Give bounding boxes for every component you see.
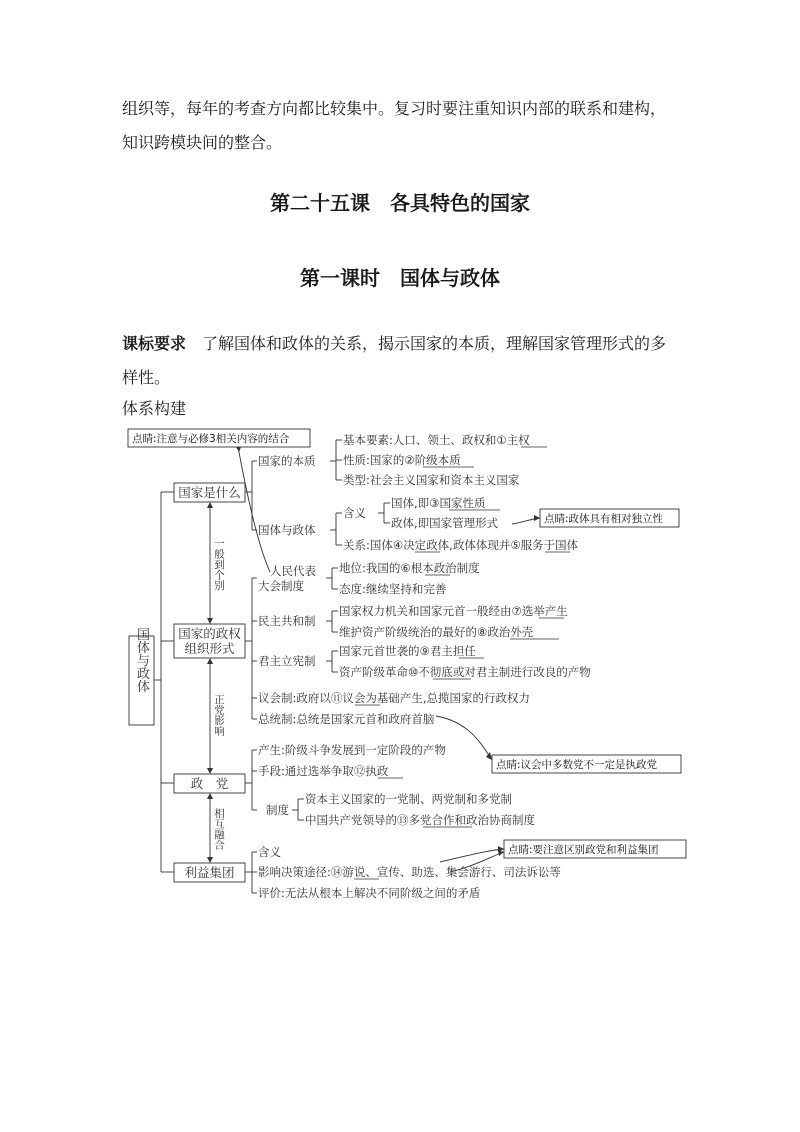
item-guoti-zhengti: 国体与政体	[258, 523, 316, 537]
guanxi-mid: 政体,政体体现并⑤	[426, 538, 521, 552]
xingzhi-ans: 阶级本质	[414, 453, 461, 467]
yaosu-pre: 基本要素:人口、领土、政权和①	[343, 433, 507, 447]
item-zd1: 资本主义国家的一党制、两党制和多党制	[305, 792, 512, 806]
item-minzhu: 民主共和制	[258, 614, 316, 628]
main-zhengquan-1: 国家的政权	[178, 626, 241, 641]
zd2-pre: 中国共产党领导的⑬	[305, 813, 409, 827]
item-hanyi: 含义	[343, 506, 366, 520]
shouduan-pre: 手段:通过选举争取⑫	[258, 764, 366, 778]
guanxi-post: 于国体	[543, 538, 579, 552]
item-benzhi: 国家的本质	[258, 454, 316, 468]
mz1-ans: 选举	[521, 604, 545, 618]
diwei-post: 政治制度	[433, 561, 480, 575]
yihui-ans: 议会	[342, 691, 366, 705]
mz1-post: 产生	[544, 604, 568, 618]
item-renda-1: 人民代表	[270, 564, 316, 578]
item-zongtong: 总统制:总统是国家元首和政府首脑	[258, 712, 435, 726]
curriculum-text: 了解国体和政体的关系，揭示国家的本质，理解国家管理形式的多	[186, 334, 667, 353]
item-jz1	[339, 644, 476, 658]
item-diwei	[339, 561, 480, 575]
jz2-post: 或对君主制进行改良的产物	[452, 665, 591, 679]
jz1-pre: 国家元首世袭的⑨	[339, 644, 430, 658]
guoti-pre: 国体,即③	[391, 496, 440, 510]
item-zhengti: 政体,即国家管理形式	[391, 516, 499, 530]
diwei-ans: 根本	[410, 561, 434, 575]
intro-line-2: 知识跨模块间的整合。	[122, 133, 283, 152]
jz1-post: 担任	[452, 644, 476, 658]
item-xingzhi	[343, 453, 461, 467]
note-2: 点睛:政体具有相对独立性	[544, 513, 664, 525]
item-shouduan	[258, 764, 389, 778]
yaosu-ans: 主权	[506, 433, 530, 447]
curriculum-line-2: 样性。	[122, 368, 171, 387]
yingxiang-pre: 影响决策途径:⑭	[258, 865, 343, 879]
item-jz2	[339, 665, 591, 679]
link-label-3: 相互融合	[213, 808, 225, 850]
main-zhengquan-2: 组织形式	[184, 641, 235, 656]
guanxi-pre: 关系:国体④	[343, 538, 404, 552]
link-label-1: 一般到个别	[213, 538, 225, 591]
item-zhidu: 制度	[266, 803, 289, 817]
mz2-ans: 政治外壳	[487, 625, 534, 639]
mz2-pre: 维护资产阶级统治的最好的⑧	[339, 625, 488, 639]
system-title: 体系构建	[122, 399, 187, 418]
diwei-pre: 地位:我国的⑥	[339, 561, 411, 575]
note-3: 点睛:议会中多数党不一定是执政党	[496, 759, 658, 771]
item-chansheng: 产生:阶级斗争发展到一定阶段的产物	[258, 743, 446, 757]
item-junzhu: 君主立宪制	[258, 654, 316, 668]
item-mz2	[339, 625, 534, 639]
item-renda-2: 大会制度	[258, 579, 304, 593]
item-leixing: 类型:社会主义国家和资本主义国家	[343, 473, 520, 487]
item-taidu: 态度:继续坚持和完善	[339, 582, 447, 596]
note-4: 点睛:要注意区别政党和利益集团	[508, 844, 659, 856]
zd2-post: 和政治协商制度	[454, 813, 535, 827]
curriculum-label: 课标要求	[122, 334, 187, 353]
lesson-title: 第二十五课 各具特色的国家	[270, 191, 530, 215]
item-pingjia: 评价:无法从根本上解决不同阶级之间的矛盾	[258, 886, 481, 900]
item-yaosu	[343, 433, 530, 447]
xingzhi-pre: 性质:国家的②	[343, 453, 415, 467]
item-guanxi	[343, 538, 579, 552]
link-label-2: 正党影响	[213, 694, 225, 736]
item-guoti	[391, 496, 486, 510]
jz1-ans: 君主	[429, 644, 453, 658]
yingxiang-ans: 游说	[342, 865, 366, 879]
shouduan-ans: 执政	[365, 764, 389, 778]
root-label: 国体与政体	[134, 627, 149, 693]
main-guojia: 国家是什么	[178, 485, 241, 500]
item-ly-hanyi: 含义	[258, 845, 281, 859]
guanxi-ans2: 服务	[520, 538, 544, 552]
jz2-ans: 不彻底	[418, 665, 453, 679]
item-zd2	[305, 813, 535, 827]
mz1-pre: 国家权力机关和国家元首一般经由⑦	[339, 604, 522, 618]
main-zhengdang: 政 党	[190, 776, 229, 791]
yihui-post: 为基础产生,总揽国家的行政权力	[365, 691, 531, 705]
note-1: 点睛:注意与必修3相关内容的结合	[132, 433, 290, 445]
guoti-ans: 国家性质	[439, 496, 486, 510]
item-mz1	[339, 604, 568, 618]
jz2-pre: 资产阶级革命⑩	[339, 665, 419, 679]
item-yingxiang	[258, 865, 561, 879]
main-liyi: 利益集团	[184, 865, 235, 880]
yihui-pre: 议会制:政府以⑪	[258, 691, 343, 705]
intro-line-1: 组织等，每年的考查方向都比较集中。复习时要注重知识内部的联系和建构，	[122, 99, 667, 118]
section-title: 第一课时 国体与政体	[300, 266, 500, 290]
zd2-ans: 多党合作	[408, 813, 455, 827]
guanxi-ans1: 决定	[403, 538, 427, 552]
item-yihui	[258, 691, 530, 705]
yingxiang-post: 、宣传、助选、集会游行、司法诉讼等	[365, 865, 561, 879]
